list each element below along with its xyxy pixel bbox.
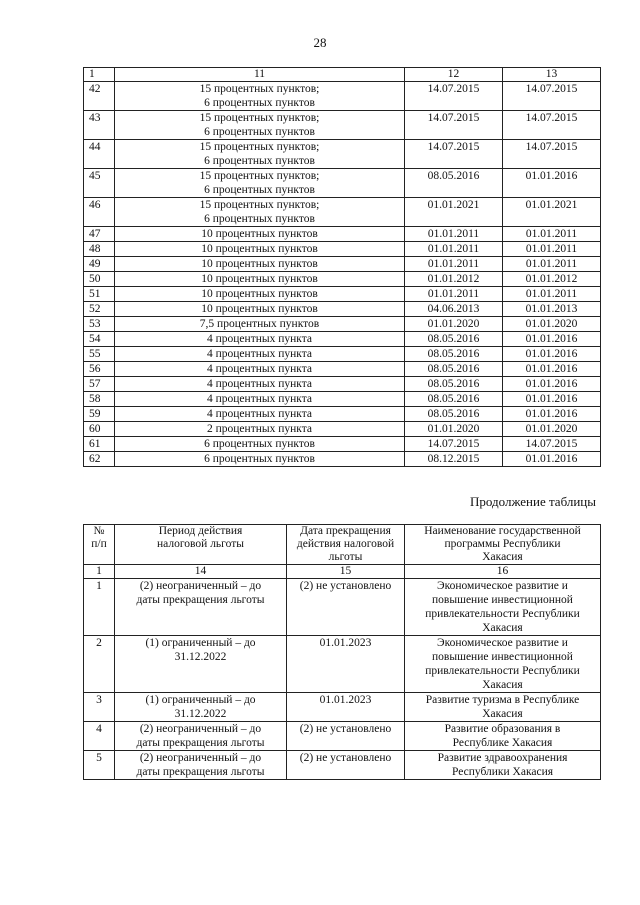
table-row: [84, 407, 601, 422]
page-number: 28: [313, 35, 327, 50]
date-start-cell: [405, 302, 503, 317]
table-row: [84, 257, 601, 272]
row-number: [84, 111, 115, 140]
rate-cell-text: 10 процентных пунктов: [201, 303, 318, 315]
date-start-cell-text: 08.05.2016: [427, 333, 480, 345]
program-cell-text: Республике Хакасия: [452, 737, 553, 749]
date-end-cell-text: 01.01.2011: [525, 228, 578, 240]
date-end-cell: [503, 272, 601, 287]
end-date-cell-text: 01.01.2023: [319, 637, 372, 649]
date-end-cell-text: 01.01.2016: [525, 393, 578, 405]
table-row: [84, 636, 601, 693]
rate-cell-text: 6 процентных пунктов: [204, 97, 315, 109]
date-start-cell-text: 01.01.2020: [427, 318, 480, 330]
program-cell-text: повышение инвестиционной: [432, 594, 573, 606]
period-cell-text: даты прекращения льготы: [136, 737, 265, 749]
table-row: [84, 392, 601, 407]
end-date-cell: [287, 693, 405, 722]
row-number-text: 48: [89, 243, 101, 255]
date-end-cell: [503, 227, 601, 242]
table-row: [84, 317, 601, 332]
date-end-cell: [503, 317, 601, 332]
date-end-cell: [503, 407, 601, 422]
date-end-cell-text: 01.01.2021: [525, 199, 578, 211]
program-cell-text: Развитие здравоохранения: [437, 752, 568, 764]
date-end-cell-text: 14.07.2015: [525, 141, 578, 153]
rate-cell-text: 6 процентных пунктов: [204, 438, 315, 450]
date-end-cell-text: 01.01.2020: [525, 318, 578, 330]
row-number: [84, 437, 115, 452]
row-number-text: 59: [89, 408, 101, 420]
row-number-text: 56: [89, 363, 101, 375]
period-cell-text: (2) неограниченный – до: [139, 752, 262, 764]
rate-cell: [115, 332, 405, 347]
date-end-cell: [503, 392, 601, 407]
header-row: [84, 525, 601, 565]
date-end-cell: [503, 362, 601, 377]
rates-table: [83, 67, 601, 467]
date-start-cell-text: 04.06.2013: [427, 303, 480, 315]
column-header-text: налоговой льготы: [157, 538, 244, 550]
rate-cell: [115, 317, 405, 332]
rate-cell: [115, 169, 405, 198]
date-end-cell: [503, 169, 601, 198]
column-header: [84, 525, 115, 565]
column-header-text: льготы: [328, 551, 363, 563]
column-number-row: [84, 565, 601, 579]
date-end-cell-text: 14.07.2015: [525, 438, 578, 450]
row-number: [84, 377, 115, 392]
column-number-text: 14: [194, 565, 207, 577]
column-header: [405, 525, 601, 565]
program-cell-text: привлекательности Республики: [425, 608, 580, 620]
end-date-cell-text: (2) не установлено: [299, 580, 392, 592]
date-start-cell: [405, 227, 503, 242]
row-number-text: 58: [89, 393, 101, 405]
date-start-cell: [405, 332, 503, 347]
table-row: [84, 452, 601, 467]
date-start-cell: [405, 407, 503, 422]
date-end-cell-text: 01.01.2020: [525, 423, 578, 435]
date-end-cell-text: 01.01.2016: [525, 408, 578, 420]
row-number-text: 46: [89, 199, 101, 211]
table-row: [84, 437, 601, 452]
programs-table: [83, 524, 601, 780]
column-header-text: 13: [545, 68, 558, 80]
row-number: [84, 140, 115, 169]
date-end-cell-text: 01.01.2016: [525, 363, 578, 375]
rate-cell-text: 7,5 процентных пунктов: [199, 318, 320, 330]
period-cell-text: (2) неограниченный – до: [139, 723, 262, 735]
date-end-cell-text: 01.01.2016: [525, 453, 578, 465]
row-number: [84, 422, 115, 437]
row-number-text: 55: [89, 348, 101, 360]
date-end-cell: [503, 140, 601, 169]
row-number-text: 51: [89, 288, 101, 300]
table-row: [84, 751, 601, 780]
date-start-cell-text: 08.05.2016: [427, 348, 480, 360]
rate-cell: [115, 111, 405, 140]
date-start-cell: [405, 317, 503, 332]
date-start-cell: [405, 362, 503, 377]
row-number-text: 4: [96, 723, 102, 735]
row-number: [84, 332, 115, 347]
program-cell-text: Развитие туризма в Республике: [425, 694, 580, 706]
row-number-text: 43: [89, 112, 101, 124]
end-date-cell: [287, 636, 405, 693]
program-cell-text: Экономическое развитие и: [437, 637, 568, 649]
row-number-text: 44: [89, 141, 101, 153]
rate-cell: [115, 362, 405, 377]
date-start-cell-text: 14.07.2015: [427, 83, 480, 95]
rate-cell-text: 10 процентных пунктов: [201, 273, 318, 285]
row-number: [84, 579, 115, 636]
date-start-cell: [405, 452, 503, 467]
row-number-text: 60: [89, 423, 101, 435]
row-number-text: 62: [89, 453, 101, 465]
rate-cell-text: 15 процентных пунктов;: [199, 141, 320, 153]
date-start-cell-text: 08.12.2015: [427, 453, 480, 465]
date-end-cell: [503, 111, 601, 140]
date-start-cell-text: 14.07.2015: [427, 438, 480, 450]
table-row: [84, 198, 601, 227]
column-number-text: 15: [339, 565, 352, 577]
row-number: [84, 317, 115, 332]
date-end-cell-text: 01.01.2016: [525, 348, 578, 360]
table-row: [84, 140, 601, 169]
date-start-cell-text: 08.05.2016: [427, 363, 480, 375]
table-row: [84, 693, 601, 722]
program-cell: [405, 693, 601, 722]
program-cell-text: повышение инвестиционной: [432, 651, 573, 663]
rate-cell: [115, 422, 405, 437]
row-number-text: 2: [96, 637, 102, 649]
date-start-cell-text: 14.07.2015: [427, 112, 480, 124]
date-start-cell: [405, 377, 503, 392]
rate-cell-text: 6 процентных пунктов: [204, 126, 315, 138]
row-number: [84, 722, 115, 751]
date-start-cell: [405, 82, 503, 111]
row-number-text: 49: [89, 258, 101, 270]
rate-cell-text: 4 процентных пункта: [207, 363, 312, 375]
row-number-text: 52: [89, 303, 101, 315]
period-cell-text: даты прекращения льготы: [136, 766, 265, 778]
row-number: [84, 751, 115, 780]
date-end-cell: [503, 377, 601, 392]
date-end-cell-text: 14.07.2015: [525, 112, 578, 124]
rate-cell-text: 15 процентных пунктов;: [199, 199, 320, 211]
date-start-cell-text: 08.05.2016: [427, 170, 480, 182]
row-number-text: 61: [89, 438, 101, 450]
rate-cell-text: 4 процентных пункта: [207, 348, 312, 360]
program-cell-text: Хакасия: [482, 708, 523, 720]
table-row: [84, 362, 601, 377]
date-start-cell: [405, 287, 503, 302]
date-end-cell: [503, 242, 601, 257]
rate-cell-text: 10 процентных пунктов: [201, 243, 318, 255]
date-start-cell-text: 01.01.2011: [427, 288, 480, 300]
row-number-text: 42: [89, 83, 101, 95]
program-cell-text: Хакасия: [482, 622, 523, 634]
period-cell: [115, 579, 287, 636]
table-row: [84, 227, 601, 242]
date-end-cell: [503, 452, 601, 467]
table-row: [84, 302, 601, 317]
date-start-cell-text: 01.01.2012: [427, 273, 480, 285]
row-number: [84, 242, 115, 257]
date-start-cell: [405, 140, 503, 169]
column-number-text: 1: [96, 565, 102, 577]
rate-cell: [115, 242, 405, 257]
column-header-text: №: [93, 525, 105, 537]
table-row: [84, 347, 601, 362]
continuation-title: Продолжение таблицы: [470, 494, 596, 509]
rate-cell-text: 4 процентных пункта: [207, 378, 312, 390]
program-cell: [405, 751, 601, 780]
column-number: [287, 565, 405, 579]
end-date-cell: [287, 751, 405, 780]
header-row: [84, 68, 601, 82]
rate-cell-text: 6 процентных пунктов: [204, 184, 315, 196]
program-cell: [405, 636, 601, 693]
period-cell-text: (2) неограниченный – до: [139, 580, 262, 592]
date-start-cell: [405, 437, 503, 452]
rate-cell: [115, 347, 405, 362]
date-end-cell: [503, 332, 601, 347]
date-end-cell: [503, 437, 601, 452]
date-end-cell-text: 01.01.2011: [525, 243, 578, 255]
row-number: [84, 452, 115, 467]
row-number: [84, 392, 115, 407]
date-start-cell: [405, 242, 503, 257]
program-cell-text: привлекательности Республики: [425, 665, 580, 677]
column-header-text: Период действия: [158, 525, 243, 537]
column-number: [84, 565, 115, 579]
table-row: [84, 377, 601, 392]
column-header: [287, 525, 405, 565]
rate-cell-text: 6 процентных пунктов: [204, 213, 315, 225]
date-end-cell: [503, 347, 601, 362]
date-end-cell: [503, 287, 601, 302]
row-number-text: 3: [96, 694, 102, 706]
end-date-cell: [287, 579, 405, 636]
program-cell: [405, 722, 601, 751]
end-date-cell-text: 01.01.2023: [319, 694, 372, 706]
date-start-cell-text: 08.05.2016: [427, 378, 480, 390]
column-header: [503, 68, 601, 82]
period-cell: [115, 693, 287, 722]
column-header: [115, 68, 405, 82]
row-number-text: 53: [89, 318, 101, 330]
program-cell-text: Хакасия: [482, 679, 523, 691]
rate-cell-text: 4 процентных пункта: [207, 333, 312, 345]
column-number: [115, 565, 287, 579]
row-number-text: 50: [89, 273, 101, 285]
row-number: [84, 407, 115, 422]
column-header-text: Наименование государственной: [424, 525, 581, 537]
rate-cell: [115, 272, 405, 287]
column-header: [405, 68, 503, 82]
period-cell-text: 31.12.2022: [174, 708, 227, 720]
rate-cell: [115, 287, 405, 302]
rate-cell-text: 10 процентных пунктов: [201, 228, 318, 240]
date-end-cell-text: 01.01.2016: [525, 170, 578, 182]
date-end-cell-text: 01.01.2011: [525, 258, 578, 270]
program-cell-text: Экономическое развитие и: [437, 580, 568, 592]
period-cell-text: (1) ограниченный – до: [145, 694, 256, 706]
table-row: [84, 287, 601, 302]
rate-cell-text: 6 процентных пунктов: [204, 453, 315, 465]
date-end-cell-text: 01.01.2011: [525, 288, 578, 300]
period-cell: [115, 751, 287, 780]
rate-cell: [115, 198, 405, 227]
rate-cell-text: 15 процентных пунктов;: [199, 170, 320, 182]
table-row: [84, 722, 601, 751]
column-header-text: п/п: [91, 538, 107, 550]
column-header-text: 12: [447, 68, 460, 80]
date-start-cell: [405, 198, 503, 227]
row-number-text: 54: [89, 333, 101, 345]
row-number: [84, 362, 115, 377]
row-number: [84, 257, 115, 272]
date-start-cell-text: 01.01.2020: [427, 423, 480, 435]
row-number: [84, 693, 115, 722]
date-start-cell: [405, 111, 503, 140]
row-number: [84, 198, 115, 227]
row-number-text: 45: [89, 170, 101, 182]
table-row: [84, 242, 601, 257]
column-header-text: программы Республики: [444, 538, 561, 550]
period-cell-text: 31.12.2022: [174, 651, 227, 663]
end-date-cell-text: (2) не установлено: [299, 752, 392, 764]
period-cell: [115, 636, 287, 693]
rate-cell-text: 10 процентных пунктов: [201, 288, 318, 300]
date-end-cell-text: 01.01.2016: [525, 378, 578, 390]
rate-cell: [115, 377, 405, 392]
table-row: [84, 579, 601, 636]
table-row: [84, 111, 601, 140]
column-header: [84, 68, 115, 82]
rate-cell: [115, 437, 405, 452]
date-end-cell: [503, 257, 601, 272]
date-end-cell-text: 14.07.2015: [525, 83, 578, 95]
rate-cell-text: 10 процентных пунктов: [201, 258, 318, 270]
date-start-cell: [405, 392, 503, 407]
period-cell-text: (1) ограниченный – до: [145, 637, 256, 649]
rate-cell: [115, 257, 405, 272]
column-header-text: действия налоговой: [296, 538, 395, 550]
date-start-cell-text: 01.01.2011: [427, 243, 480, 255]
date-start-cell: [405, 272, 503, 287]
row-number-text: 5: [96, 752, 102, 764]
row-number: [84, 169, 115, 198]
date-end-cell: [503, 302, 601, 317]
table-row: [84, 332, 601, 347]
row-number: [84, 636, 115, 693]
date-start-cell-text: 08.05.2016: [427, 408, 480, 420]
row-number: [84, 272, 115, 287]
rate-cell: [115, 82, 405, 111]
column-header-text: Дата прекращения: [300, 525, 391, 537]
date-start-cell-text: 01.01.2021: [427, 199, 480, 211]
row-number: [84, 287, 115, 302]
date-start-cell: [405, 347, 503, 362]
date-end-cell: [503, 198, 601, 227]
row-number-text: 47: [89, 228, 101, 240]
table-row: [84, 169, 601, 198]
table-row: [84, 82, 601, 111]
rate-cell-text: 15 процентных пунктов;: [199, 83, 320, 95]
rate-cell-text: 4 процентных пункта: [207, 408, 312, 420]
column-header: [115, 525, 287, 565]
rate-cell-text: 4 процентных пункта: [207, 393, 312, 405]
date-start-cell-text: 01.01.2011: [427, 258, 480, 270]
column-header-text: 1: [89, 68, 95, 80]
column-number-text: 16: [496, 565, 509, 577]
row-number: [84, 227, 115, 242]
program-cell-text: Республики Хакасия: [451, 766, 554, 778]
date-start-cell: [405, 257, 503, 272]
rate-cell: [115, 452, 405, 467]
table-row: [84, 272, 601, 287]
date-end-cell-text: 01.01.2012: [525, 273, 578, 285]
row-number-text: 1: [96, 580, 102, 592]
program-cell-text: Развитие образования в: [444, 723, 561, 735]
date-start-cell-text: 14.07.2015: [427, 141, 480, 153]
rate-cell: [115, 227, 405, 242]
row-number: [84, 82, 115, 111]
date-start-cell: [405, 422, 503, 437]
date-end-cell: [503, 82, 601, 111]
end-date-cell: [287, 722, 405, 751]
date-end-cell-text: 01.01.2016: [525, 333, 578, 345]
rate-cell: [115, 392, 405, 407]
end-date-cell-text: (2) не установлено: [299, 723, 392, 735]
rate-cell: [115, 407, 405, 422]
table-row: [84, 422, 601, 437]
date-end-cell-text: 01.01.2013: [525, 303, 578, 315]
column-header-text: Хакасия: [482, 551, 523, 563]
row-number: [84, 302, 115, 317]
period-cell-text: даты прекращения льготы: [136, 594, 265, 606]
rate-cell: [115, 302, 405, 317]
program-cell: [405, 579, 601, 636]
column-number: [405, 565, 601, 579]
date-start-cell: [405, 169, 503, 198]
rate-cell-text: 6 процентных пунктов: [204, 155, 315, 167]
date-start-cell-text: 01.01.2011: [427, 228, 480, 240]
column-header-text: 11: [253, 68, 266, 80]
date-start-cell-text: 08.05.2016: [427, 393, 480, 405]
rate-cell-text: 15 процентных пунктов;: [199, 112, 320, 124]
rate-cell-text: 2 процентных пункта: [207, 423, 312, 435]
rate-cell: [115, 140, 405, 169]
row-number: [84, 347, 115, 362]
row-number-text: 57: [89, 378, 101, 390]
date-end-cell: [503, 422, 601, 437]
period-cell: [115, 722, 287, 751]
